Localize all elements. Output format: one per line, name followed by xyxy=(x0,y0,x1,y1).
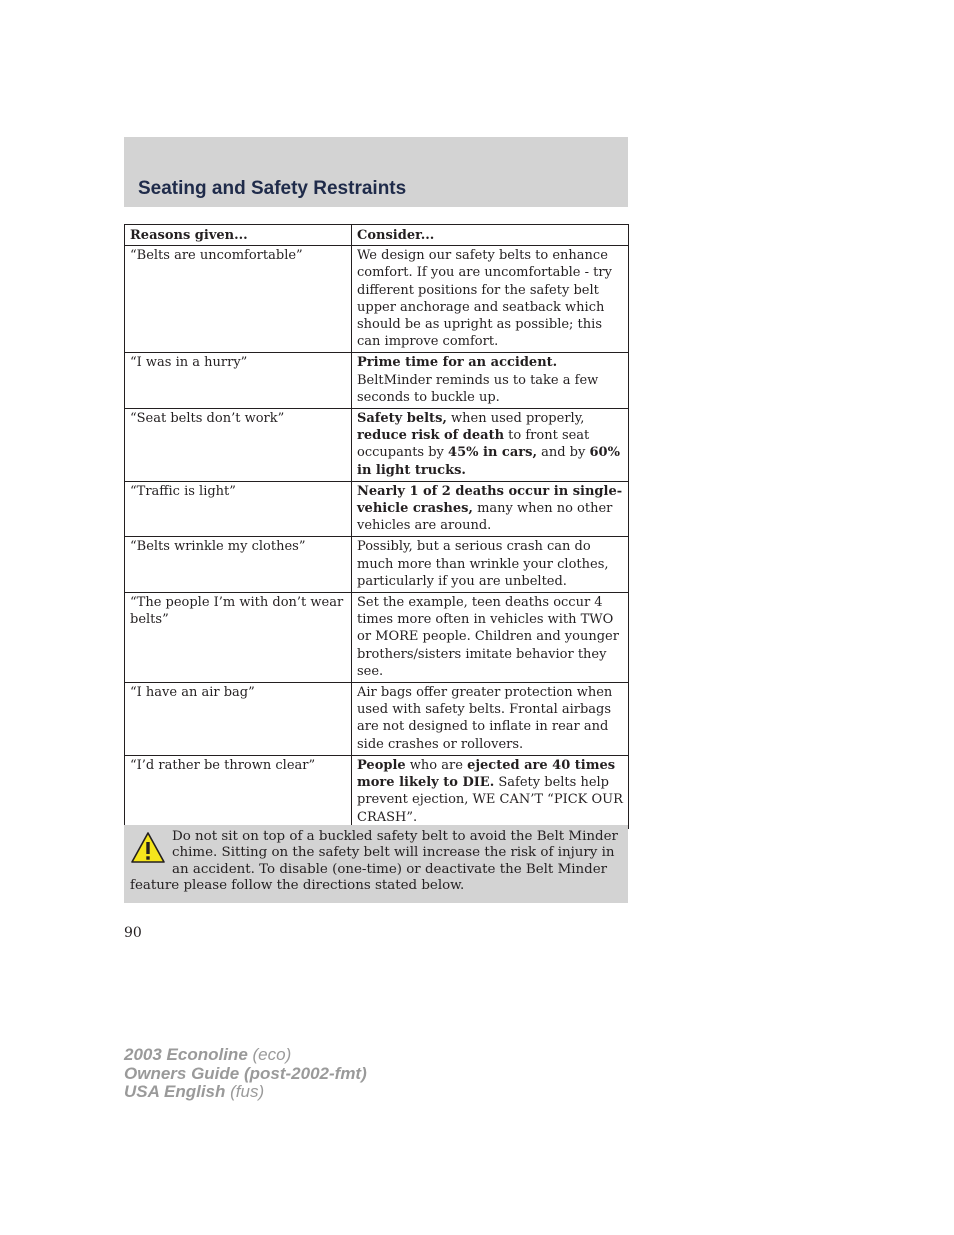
warning-text: Do not sit on top of a buckled safety belt to avoid the Belt Minder chime. Sitting on the safety belt will increase the risk of injury in an accident. To disable (one-time) or deactivate the Belt Minder feature please follow the directions stated below. xyxy=(130,829,618,893)
column-header-consider: Consider... xyxy=(352,225,629,246)
consider-text: and by xyxy=(536,445,590,461)
footer-line-3 xyxy=(124,1083,367,1102)
reason-cell: “Belts wrinkle my clothes” xyxy=(125,537,352,593)
consider-emphasis: Safety belts, xyxy=(357,411,447,427)
consider-cell xyxy=(352,409,629,482)
reason-cell: “I have an air bag” xyxy=(125,683,352,756)
consider-emphasis: Prime time for an accident. xyxy=(357,355,558,371)
warning-box xyxy=(124,825,628,903)
consider-cell xyxy=(352,246,629,353)
consider-emphasis: 60% in light trucks. xyxy=(357,445,620,478)
table-row xyxy=(125,537,629,593)
table-row xyxy=(125,683,629,756)
consider-text: Air bags offer greater protection when used with safety belts. Frontal airbags are not designed to inflate in rear and side crashes or rollovers. xyxy=(357,685,613,752)
warning-triangle-icon xyxy=(130,831,166,865)
consider-emphasis: ejected are 40 times more likely to DIE. xyxy=(357,757,616,791)
footer-model: 2003 Econoline xyxy=(124,1045,248,1064)
consider-emphasis: People xyxy=(357,757,406,773)
consider-text: BeltMinder reminds us to take a few seconds to buckle up. xyxy=(357,372,599,405)
reason-cell: “Belts are uncomfortable” xyxy=(125,246,352,353)
consider-emphasis: 45% in cars, xyxy=(448,445,537,461)
table-row xyxy=(125,755,629,828)
footer-language: USA English xyxy=(124,1082,226,1101)
table-row xyxy=(125,409,629,482)
column-header-reasons: Reasons given... xyxy=(125,225,352,246)
table-row xyxy=(125,353,629,409)
section-title: Seating and Safety Restraints xyxy=(138,178,407,199)
table-row xyxy=(125,481,629,537)
page-number: 90 xyxy=(124,925,142,941)
table-row xyxy=(125,246,629,353)
consider-cell xyxy=(352,481,629,537)
consider-text: who are xyxy=(405,757,468,773)
reason-cell: “I’d rather be thrown clear” xyxy=(125,755,352,828)
consider-cell xyxy=(352,755,629,828)
consider-cell xyxy=(352,593,629,683)
footer-guide: Owners Guide (post-2002-fmt) xyxy=(124,1063,367,1083)
document-footer xyxy=(124,1046,367,1102)
consider-text: We design our safety belts to enhance comfort. If you are uncomfortable - try different positions for the safety belt upper anchorage and seatback which should be as upright as possible; this can improve comfort. xyxy=(357,248,612,350)
table-body xyxy=(125,246,629,829)
table-header-row xyxy=(125,225,629,246)
consider-cell xyxy=(352,353,629,409)
reasons-table xyxy=(124,224,629,829)
footer-model-code: (eco) xyxy=(247,1045,292,1064)
consider-emphasis: Nearly 1 of 2 deaths occur in single-vehicle crashes, xyxy=(357,483,623,517)
table-row xyxy=(125,593,629,683)
footer-line-1 xyxy=(124,1046,367,1065)
footer-line-2 xyxy=(124,1065,367,1084)
consider-text: to front seat occupants by xyxy=(357,428,590,461)
consider-text: many when no other vehicles are around. xyxy=(357,501,613,534)
consider-text: when used properly, xyxy=(446,411,585,427)
reason-cell: “I was in a hurry” xyxy=(125,353,352,409)
reason-cell: “Traffic is light” xyxy=(125,481,352,537)
consider-cell xyxy=(352,537,629,593)
reason-cell: “Seat belts don’t work” xyxy=(125,409,352,482)
reason-cell: “The people I’m with don’t wear belts” xyxy=(125,593,352,683)
consider-text: Set the example, teen deaths occur 4 times more often in vehicles with TWO or MORE people. Children and younger brothers/sisters imitate behavior they see. xyxy=(357,595,619,679)
footer-language-code: (fus) xyxy=(225,1082,265,1101)
consider-text: Safety belts help prevent ejection, WE CAN’T “PICK OUR CRASH”. xyxy=(357,775,623,825)
section-header xyxy=(124,137,628,207)
consider-emphasis: reduce risk of death xyxy=(357,428,505,444)
consider-text: Possibly, but a serious crash can do much more than wrinkle your clothes, particularly if you are unbelted. xyxy=(357,539,609,589)
consider-cell xyxy=(352,683,629,756)
